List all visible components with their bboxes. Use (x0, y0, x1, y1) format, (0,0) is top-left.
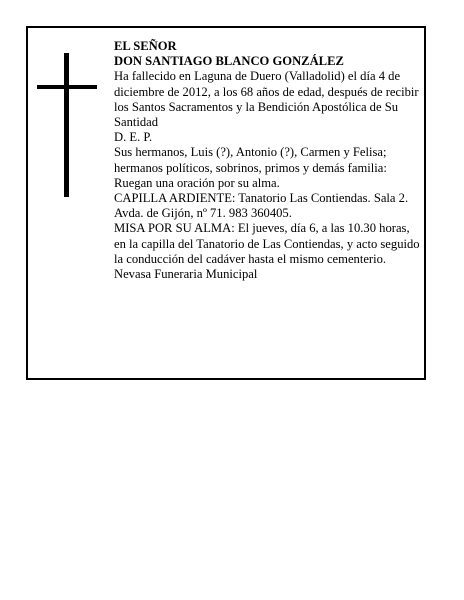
death-announcement: Ha fallecido en Laguna de Duero (Valladolid) el día 4 de diciembre de 2012, a los 68 años de edad, después de recibir los Santos Sacramentos y la Bendición Apostólica de Su Santidad (114, 69, 419, 130)
funeral-mass-info: MISA POR SU ALMA: El jueves, día 6, a las 10.30 horas, en la capilla del Tanatorio de Las Contiendas, y acto seguido la conducción del cadáver hasta el mismo cementerio. (114, 221, 420, 266)
family-mourners: Sus hermanos, Luis (?), Antonio (?), Carmen y Felisa; hermanos políticos, sobrinos, primos y demás familia: Ruegan una oración por su alma. (114, 145, 387, 190)
deceased-title: EL SEÑOR (114, 39, 177, 53)
obituary-text (114, 39, 420, 282)
cross-icon-horizontal-bar (37, 85, 97, 89)
wake-chapel-info: CAPILLA ARDIENTE: Tanatorio Las Contiendas. Sala 2. Avda. de Gijón, nº 71. 983 360405. (114, 191, 409, 221)
cross-icon-vertical-bar (64, 53, 69, 197)
funeral-home-name: Nevasa Funeraria Municipal (114, 267, 258, 282)
deceased-name: DON SANTIAGO BLANCO GONZÁLEZ (114, 54, 344, 69)
rest-in-peace: D. E. P. (114, 130, 153, 145)
